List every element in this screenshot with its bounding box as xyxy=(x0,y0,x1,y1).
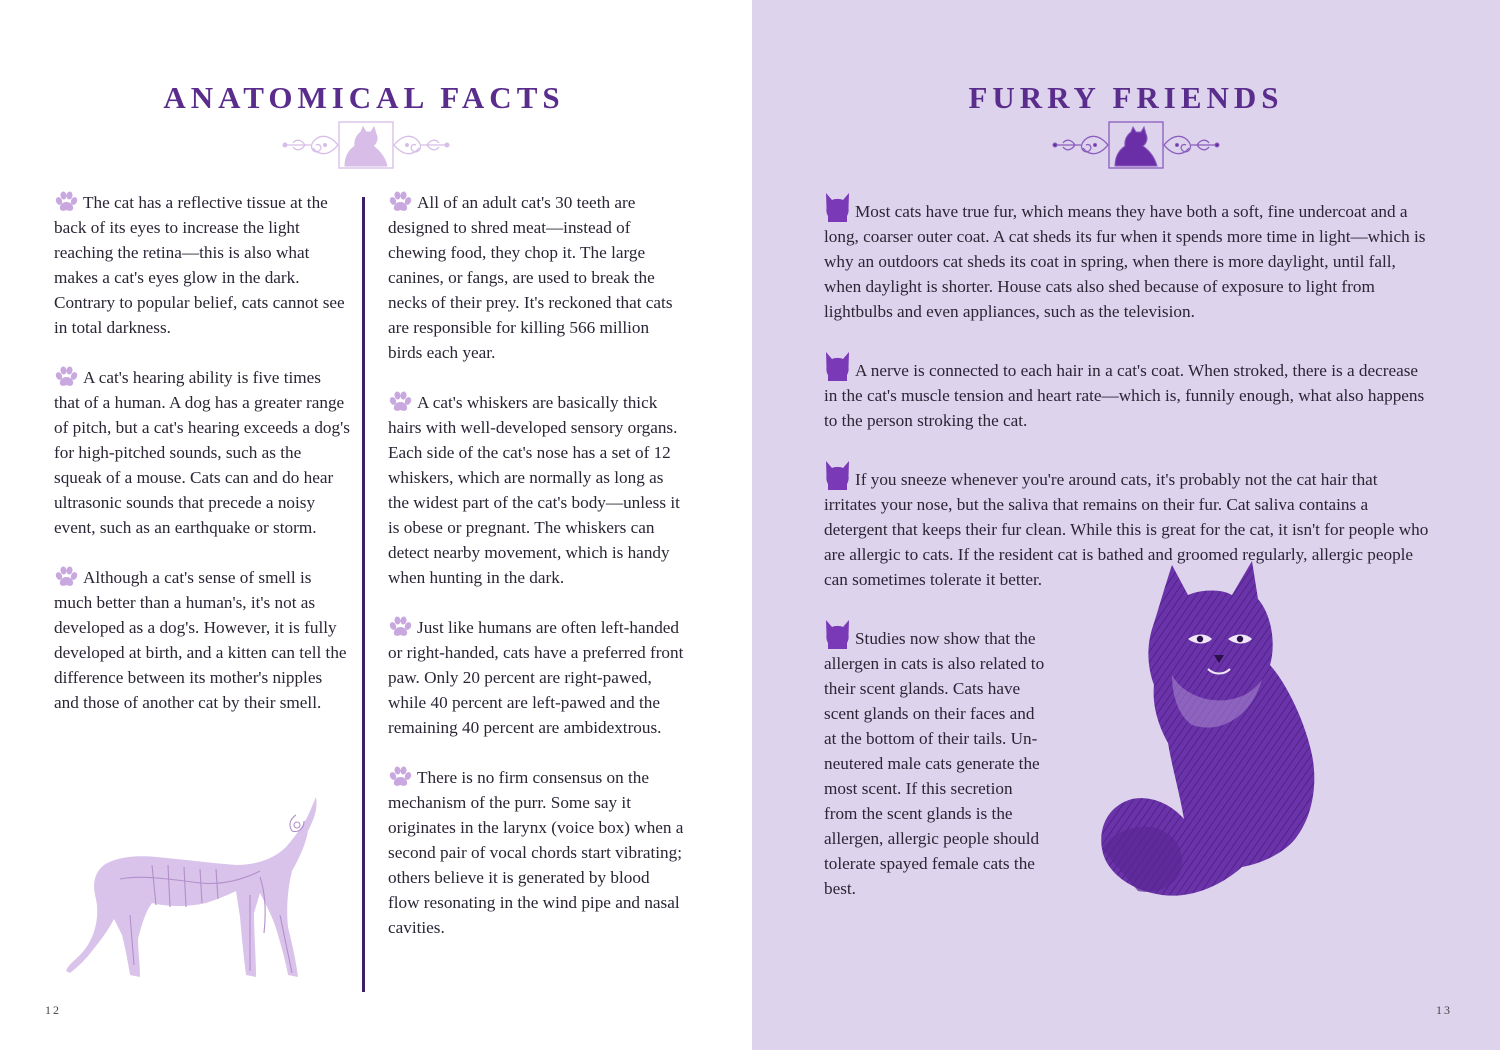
cat-head-icon xyxy=(824,349,851,382)
fact-paragraph: A cat's hearing ability is five times that of a human. A dog has a greater range of pitch, but a cat's hearing exceeds a dog's for high-pitched sounds, such as the squeak of a mouse. Cats can and do hear ultrasonic sounds that precede a noisy event, such as an earthquake or storm. xyxy=(54,368,350,537)
fact-paragraph: Most cats have true fur, which means they have both a soft, fine undercoat and a long, coarser outer coat. A cat sheds its fur when it spends more time in light—which is why an outdoors cat sheds its coat in spring, when there is more daylight, until fall, when daylight is shorter. House cats also shed because of exposure to light from lightbulbs and even appliances, such as the television. xyxy=(824,190,1430,324)
text-column xyxy=(824,190,1430,926)
column-divider xyxy=(362,197,365,992)
paw-print-icon xyxy=(388,616,413,637)
paw-print-icon xyxy=(388,391,413,412)
right-page xyxy=(752,0,1500,1050)
fact-paragraph: Studies now show that the allergen in cats is also related to their scent glands. Cats have scent glands on their faces and at the bottom of their tails. Un-neutered male cats generate the most scent. If this secretion from the scent glands is the allergen, allergic people should tolerate spayed female cats the best. xyxy=(824,617,1050,901)
fact-paragraph: Just like humans are often left-handed or right-handed, cats have a preferred front paw. Only 20 percent are right-pawed, while 40 percent are left-pawed and the remaining 40 percent are ambidextrous. xyxy=(388,618,684,737)
left-column xyxy=(54,190,350,740)
cat-head-icon xyxy=(824,617,851,650)
paw-print-icon xyxy=(54,191,79,212)
page-title: FURRY FRIENDS xyxy=(968,80,1284,115)
cat-skeleton-illustration xyxy=(60,795,330,985)
fact-paragraph: A cat's whiskers are basically thick hairs with well-developed sensory organs. Each side of the cat's nose has a set of 12 whiskers, which are normally as long as the widest part of the cat's body—unless it is obese or pregnant. The whiskers can detect nearby movement, which is handy when hunting in the dark. xyxy=(388,393,680,587)
fact-paragraph: Although a cat's sense of smell is much better than a human's, it's not as developed as a dog's. However, it is fully developed at birth, and a kitten can tell the difference between its mother's nipples and those of another cat by their smell. xyxy=(54,568,347,712)
paw-print-icon xyxy=(388,191,413,212)
cat-ornament-icon xyxy=(1051,120,1221,170)
cat-head-icon xyxy=(824,190,851,223)
paw-print-icon xyxy=(54,566,79,587)
cat-ornament-icon xyxy=(281,120,451,170)
page-number: 13 xyxy=(1436,1003,1452,1017)
fact-paragraph: All of an adult cat's 30 teeth are designed to shred meat—instead of chewing food, they chop it. The large canines, or fangs, are used to break the necks of their prey. It's reckoned that cats are responsible for killing 566 million birds each year. xyxy=(388,193,673,362)
right-column xyxy=(388,190,684,965)
fact-paragraph: There is no firm consensus on the mechanism of the purr. Some say it originates in the larynx (voice box) when a second pair of vocal chords start vibrating; others believe it is generated by blood flow resonating in the wind pipe and nasal cavities. xyxy=(388,768,684,937)
fact-paragraph: The cat has a reflective tissue at the back of its eyes to increase the light reaching the retina—this is also what makes a cat's eyes glow in the dark. Contrary to popular belief, cats cannot see in total darkness. xyxy=(54,193,345,337)
fact-paragraph: A nerve is connected to each hair in a cat's coat. When stroked, there is a decrease in the cat's muscle tension and heart rate—which is, funnily enough, what also happens to the person stroking the cat. xyxy=(824,349,1430,433)
paw-print-icon xyxy=(54,366,79,387)
fact-paragraph: If you sneeze whenever you're around cats, it's probably not the cat hair that irritates your nose, but the saliva that remains on their fur. Cat saliva contains a detergent that keeps their fur clean. While this is great for the cat, it isn't for people who are allergic to cats. If the resident cat is bathed and groomed regularly, allergic people can sometimes tolerate it better. xyxy=(824,458,1430,592)
cat-head-icon xyxy=(824,458,851,491)
page-number: 12 xyxy=(45,1003,61,1017)
page-title: ANATOMICAL FACTS xyxy=(163,80,565,115)
paw-print-icon xyxy=(388,766,413,787)
